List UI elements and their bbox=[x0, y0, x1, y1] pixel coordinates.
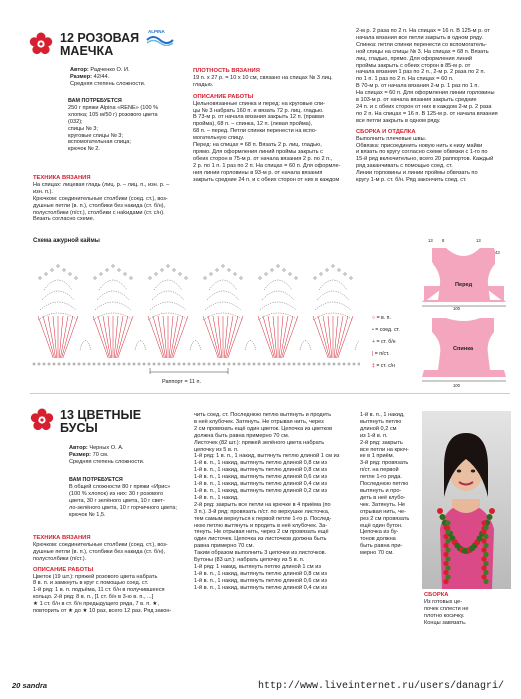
assembly-line: почек сплести не bbox=[424, 605, 469, 612]
work-line: деть в неё клубо- bbox=[360, 494, 406, 501]
work-line: п/ст. на первой bbox=[360, 467, 399, 474]
assembly-line: Выполнить плечевые швы. bbox=[356, 135, 427, 142]
assembly-line: и вязать по кругу согласно схеме обвязки с 1-го по bbox=[356, 149, 488, 156]
work-line: 1-й в. п., 1 накид, вытянуть петлю длиной 0,4 см из bbox=[194, 481, 327, 488]
work-line: 1-й в. п., 1 накид. bbox=[194, 494, 239, 501]
work-line: чить соед. ст. Последнюю петлю вытянуть и продеть bbox=[194, 412, 332, 418]
work-line: 1-й в. п., 1 накид, вытянуть петлю длиной 0,8 см из bbox=[194, 460, 327, 467]
work-line: пройма), 68 п. – спинка, 12 п. (левая пройма), bbox=[193, 121, 313, 128]
legend-symbol: | bbox=[372, 351, 375, 357]
work-line: В 70-м р. от начала вязания 2-м р. 1 раз по 1 п. bbox=[356, 83, 480, 90]
materials-line: (100 % хлопок) из них: 30 г розового bbox=[69, 490, 164, 497]
work-line: ной спицы на спицы № 3. На спицах = 68 п. Вязать bbox=[356, 48, 489, 55]
work-line: тонов должна bbox=[360, 536, 396, 543]
work-line: Цельновязанные спинка и перед: на круговые спи- bbox=[193, 100, 326, 107]
article13-title: 13 ЦВЕТНЫЕ БУСЫ bbox=[60, 408, 142, 435]
work-line: 1-й ряд: 1 в. п. подъёма, 11 ст. б/н в получившееся bbox=[33, 587, 165, 594]
work-line: могательную спицу. bbox=[193, 135, 245, 142]
work-line: по 1 п. 1 раз по 2 п. На спицах = 60 п. bbox=[356, 76, 454, 83]
article12-col3: 2-м р. 2 раза по 2 п. На спицах = 16 п. В 125-м р. от начала вязания все петли закрыть в одном ряду. Спинка: петли спинки перенести со вспомогатель- ной спицы на спицы № 3. На спицах = 68 п. Вязать лиц. гладью, прямо. Для оформления линий проймы закрыть с обеих сторон в 85-м р. от начала вязания 1 раз по 2 п., 2-м р. 2 раза по 2 п. по 1 п. 1 раз по 2 п. На спицах = 60 п. В 70-м р. от начала вязания 2-м р. 1 раз по 1 п. На спицах = 60 п. Для оформления линии горловины в 103-м р. от начала вязания закрыть средние 24 п. и с обеих сторон от них в каждом 2-м р. 2 раза по 2 п. На спицах = 16 п. В 125-м р. от начала вязания все петли закрыть в одном ряду. СБОРКА И ОТДЕЛКА Выполнить плечевые швы. Обвязка: присоединить новую нить к низу майки и вязать по кругу согласно схеме обвязки с 1-го по 15-й ряд включительно, всего 20 раппортов. Каждый ряд заканчивать с помощью соед. ст. Линии горловины и линии проймы обвязать по кругу 1-м р. ст. б/н. Ряд закончить соед. ст. bbox=[356, 28, 508, 184]
work-line: Бутоны (83 шт.): набрать цепочку из 5 в. п. bbox=[194, 557, 305, 564]
flower-logo-icon bbox=[30, 408, 54, 432]
work-line: 1-й ряд: 1 накид, вытянуть петлю длиной 1 см из bbox=[194, 563, 321, 570]
model-photo bbox=[422, 411, 511, 589]
legend-text: = п/ст. bbox=[374, 351, 390, 357]
page-footer: 20 sandra bbox=[12, 681, 48, 690]
work-line: по 2 п. На спицах = 16 п. В 125-м р. от начала вязания bbox=[356, 110, 498, 117]
article13-materials: ВАМ ПОТРЕБУЕТСЯ В общей сложности 80 г пряжи «Ирис» (100 % хлопок) из них: 30 г розового цвета, 30 г зелёного цвета, 10 г свет- ло-зелёного цвета, 10 г горчичного цвета; крючок № 1,5. bbox=[69, 477, 189, 518]
work-line: все петли закрыть в одном ряду. bbox=[356, 117, 441, 124]
legend-text: = в. п. bbox=[376, 315, 391, 321]
work-line: рез 2 см провязать bbox=[360, 515, 410, 522]
technique-line: Вязать согласно схеме. bbox=[33, 216, 95, 223]
work-line: Последнюю петлю bbox=[360, 481, 409, 488]
front-label: Перед bbox=[455, 282, 473, 288]
work-line: прямо. Для оформления линий проймы закрыть с bbox=[193, 148, 323, 155]
article13-meta: Автор: Черных О. А. Размер: 70 см. Средняя степень сложности. bbox=[69, 445, 145, 465]
source-url[interactable]: http://www.liveinternet.ru/users/danagri/ bbox=[258, 681, 505, 692]
assembly-line: Обвязка: присоединить новую нить к низу майки bbox=[356, 142, 483, 149]
work-line: должна быть равна примерно 70 см. bbox=[194, 432, 290, 439]
work-line: кольцо. 2-й ряд: 8 в. п., [1 ст. б/н в 3-ю в. п., ...] bbox=[33, 594, 154, 601]
work-line: отрывая нить, че- bbox=[360, 508, 406, 515]
work-line: Цветок (19 шт.): пряжей розового цвета набрать bbox=[33, 573, 158, 580]
materials-line: вспомогательная спица; bbox=[68, 139, 131, 146]
work-line: мерно 70 см. bbox=[360, 550, 394, 557]
work-line: ★ 1 ст. б/н в ст. б/н предыдущего ряда, 7 в. п. ★, bbox=[33, 601, 159, 608]
work-line: Листочек (82 шт.): пряжей зелёного цвета набрать bbox=[194, 439, 325, 446]
assembly-line: Линии горловины и линии проймы обвязать по bbox=[356, 170, 478, 177]
work-line: повторить от ★ до ★ 10 раз, всего 12 раз. Ряд закон- bbox=[33, 608, 172, 615]
work-line: 24 п. и с обеих сторон от них в каждом 2-м р. 2 раза bbox=[356, 103, 492, 110]
work-line: 1-й в. п., 1 накид, вытянуть петлю длиной 0,6 см из bbox=[194, 577, 327, 584]
work-line: 1-й в. п., 1 накид, вытянуть петлю длиной 0,4 см из bbox=[194, 584, 327, 591]
work-line: начала вязания 1 раз по 2 п., 2-м р. 2 раза по 2 п. bbox=[356, 69, 486, 76]
density-line: 19 п. х 27 р. = 10 х 10 см, связано на спицах № 3 лиц. bbox=[193, 74, 333, 81]
work-line: 1-й в. п., 1 накид, вытянуть петлю длиной 0,8 см из bbox=[194, 570, 327, 577]
technique-line: полустолбики (п/ст.). bbox=[33, 555, 87, 562]
work-line: чек. Затянуть. Не bbox=[360, 501, 406, 508]
work-line: начала вязания все петли закрыть в одном ряду. bbox=[356, 34, 483, 41]
technique-line: душные петли (в. п.), столбики без накида (ст. б/н), bbox=[33, 202, 166, 209]
divider bbox=[30, 393, 510, 394]
materials-line: 250 г пряжи Alpina «RENE» (100 % bbox=[68, 104, 159, 111]
assembly-line: ряд заканчивать с помощью соед. ст. bbox=[356, 163, 453, 170]
legend-text: = ст. б/н bbox=[376, 339, 396, 345]
work-line: равна примерно 70 см. bbox=[194, 543, 255, 550]
work-line: один листочек. Цепочка из листочков должна быть bbox=[194, 536, 327, 543]
article13-col2 bbox=[194, 412, 358, 592]
work-line: 8 в. п. и замкнуть в круг с помощью соед. ст. bbox=[33, 580, 149, 587]
materials-line: цвета, 30 г зелёного цвета, 10 г свет- bbox=[69, 497, 165, 504]
work-line: обеих сторон в 75-м р. от начала вязания 2 р. по 2 п., bbox=[193, 155, 333, 162]
work-line: закрыть средние 24 п. и с обеих сторон от них в каждом bbox=[193, 176, 340, 183]
work-line: петле 1-го ряда. bbox=[360, 474, 402, 481]
work-line: 1-й ряд: 1 в. п., 1 накид, вытянуть петлю длиной 1 см из bbox=[194, 453, 340, 460]
legend-symbol: ○ bbox=[372, 315, 377, 321]
legend-text: = соед. ст. bbox=[375, 327, 400, 333]
article12-technique: ТЕХНИКА ВЯЗАНИЯ На спицах: лицевая гладь (лиц. р. – лиц. п., изн. р. – изн. п.). Крючком: соединительные столбики (соед. ст.), воз- душные петли (в. п.), столбики без накида (ст. б/н), полустолбики (п/ст.), столбики с нakидами (ст. с/н). Вязать согласно схеме. bbox=[33, 175, 188, 223]
work-line: вытянуть петлю bbox=[360, 418, 402, 425]
work-line: 1-й в. п., 1 накид, вытянуть петлю длиной 0,8 см из bbox=[194, 467, 327, 474]
technique-line: Крючком: соединительные столбики (соед. ст.), воз- bbox=[33, 195, 168, 202]
work-line: в 103-м р. от начала вязания закрыть средние bbox=[356, 97, 477, 104]
legend-item bbox=[372, 336, 400, 348]
assembly-line: кругу 1-м р. ст. б/н. Ряд закончить соед. ст. bbox=[356, 177, 467, 184]
work-line: 1-й в. п., 1 накид, вытянуть петлю длиной 0,2 см из bbox=[194, 487, 327, 494]
technique-line: Крючком: соединительные столбики (соед. ст.), воз- bbox=[33, 541, 168, 548]
dim-side: 43 bbox=[495, 250, 500, 255]
article12-materials: ВАМ ПОТРЕБУЕТСЯ 250 г пряжи Alpina «RENE» (100 % хлопка; 105 м/50 г) розового цвета (032); спицы № 3; круговые спицы № 3; вспомогательная спица; крючок № 2. bbox=[68, 98, 186, 153]
work-line: 2 см провязать ещё один цветок. Цепочка из цветков bbox=[194, 425, 333, 432]
work-line: нюю петлю вытянуть и продеть в неё клубочек. За- bbox=[194, 522, 328, 529]
work-line: тянуть. Не отрывая нить, через 2 см провязать ещё bbox=[194, 529, 329, 536]
materials-line: круговые спицы № 3; bbox=[68, 132, 123, 139]
work-line: 1-й в. п., 1 накид, bbox=[360, 412, 405, 418]
article13-col3 bbox=[360, 412, 422, 557]
materials-line: (032); bbox=[68, 118, 83, 125]
dim-top-mid: 8 bbox=[442, 238, 445, 243]
garment-schematic bbox=[418, 240, 510, 392]
work-line: В 73-м р. от начала вязания закрыть 12 п. (правая bbox=[193, 114, 324, 121]
technique-line: душные петли (в. п.), столбики без накида (ст. б/н), bbox=[33, 548, 166, 555]
work-line: цы № 3 набрать 160 п. и вязать 72 р. лиц. гладью. bbox=[193, 107, 324, 114]
work-line: все петли на крюч- bbox=[360, 446, 409, 453]
work-line: 2-й ряд: закрыть все петли на крючке в 4 приёма (по bbox=[194, 501, 331, 508]
work-line: тем самым вернуться к первой петле 1-го р. Послед- bbox=[194, 515, 332, 522]
materials-line: крючок № 1,5. bbox=[69, 511, 106, 518]
chart-legend bbox=[372, 312, 400, 372]
assembly-line: Концы завязать. bbox=[424, 619, 467, 626]
materials-line: ло-зелёного цвета, 10 г горчичного цвета; bbox=[69, 504, 177, 511]
technique-line: На спицах: лицевая гладь (лиц. р. – лиц. п., изн. р. – bbox=[33, 181, 170, 188]
materials-line: спицы № 3; bbox=[68, 125, 98, 132]
work-line: в неё клубочек. Затянуть. Не отрывая нить, через bbox=[194, 418, 324, 425]
technique-line: изн. п.). bbox=[33, 188, 53, 195]
lace-edging-chart bbox=[30, 246, 360, 374]
alpina-wave-icon bbox=[146, 32, 174, 46]
legend-symbol: ‡ bbox=[372, 363, 377, 369]
dim-back-bottom: 100 bbox=[453, 383, 460, 388]
article12-meta: Автор: Радченко О. И. Размер: 42/44. Средняя степень сложности. bbox=[70, 67, 146, 87]
work-line: ещё один бутон. bbox=[360, 522, 403, 529]
work-line: Цепочка из бу- bbox=[360, 529, 399, 536]
article13-technique: ТЕХНИКА ВЯЗАНИЯ Крючком: соединительные столбики (соед. ст.), воз- душные петли (в. п.), столбики без накида (ст. б/н), полустолбики (п/ст.). ОПИСАНИЕ РАБОТЫ Цветок (19 шт.): пряжей розового цвета набрать 8 в. п. и замкнуть в круг с помощью соед. ст. 1-й ряд: 1 в. п. подъёма, 11 ст. б/н в получившееся кольцо. 2-й ряд: 8 в. п., [1 ст. б/н в 3-ю в. п., ...] ★ 1 ст. б/н в ст. б/н предыдущего ряда, 7 в. п. ★, повторить от ★ до ★ 10 раз, всего 12 раз. Ряд закон- bbox=[33, 535, 191, 615]
materials-line: хлопка; 105 м/50 г) розового цвета bbox=[68, 111, 158, 118]
alpina-logo: ALPINA bbox=[146, 32, 174, 46]
work-line: 3-й ряд: провязать bbox=[360, 460, 409, 467]
work-line: лиц. гладью, прямо. Для оформления линий bbox=[356, 55, 472, 62]
assembly-line: 15-й ряд включительно, всего 20 раппортов. Каждый bbox=[356, 156, 494, 163]
density-line: гладью. bbox=[193, 81, 214, 88]
work-line: цепочку из 5 в. п. bbox=[194, 446, 239, 453]
technique-line: полустолбики (п/ст.), столбики с нakидами (ст. с/н). bbox=[33, 209, 165, 216]
work-line: Перед: на спицах = 68 п. Вязать 2 р. лиц. гладью, bbox=[193, 142, 322, 149]
rapport-label: Раппорт = 11 п. bbox=[162, 379, 202, 385]
work-line: Спинка: петли спинки перенести со вспомогатель- bbox=[356, 41, 487, 48]
legend-text: = ст. с/н bbox=[376, 363, 395, 369]
work-line: ния линии горловины в 93-м р. от начала вязания bbox=[193, 169, 323, 176]
legend-symbol: • bbox=[372, 327, 376, 333]
materials-line: крючок № 2. bbox=[68, 146, 100, 153]
work-line: из 1-й в. п. bbox=[360, 432, 388, 439]
work-line: ке в 1 приём. bbox=[360, 453, 395, 460]
legend-symbol: + bbox=[372, 339, 377, 345]
dim-front-bottom: 100 bbox=[453, 306, 460, 311]
work-line: 68 п. – перед. Петли спинки перенести на вспо- bbox=[193, 128, 317, 135]
schema-title: Схема ажурной каймы bbox=[33, 238, 100, 244]
article12-title: 12 РОЗОВАЯ МАЕЧКА bbox=[60, 31, 140, 58]
flower-logo-icon bbox=[29, 32, 53, 56]
work-line: 3 п.). 3-й ряд: провязать п/ст. по верхушке листочка, bbox=[194, 508, 330, 515]
work-line: 2 р. по 1 п. 1 раз по 2 п. На спицах = 60 п. Для оформле- bbox=[193, 162, 341, 169]
assembly-line: Из готовых це- bbox=[424, 598, 463, 605]
work-line: длиной 0,2 см bbox=[360, 425, 397, 432]
work-line: 1-й в. п., 1 накид, вытянуть петлю длиной 0,6 см из bbox=[194, 474, 327, 481]
work-line: На спицах = 60 п. Для оформления линии горловины bbox=[356, 90, 495, 97]
legend-item bbox=[372, 348, 400, 360]
work-line: Таким образом выполнить 3 цепочки из листочков. bbox=[194, 550, 327, 557]
dim-top-right: 13 bbox=[476, 238, 481, 243]
assembly-line: плотно косичку. bbox=[424, 612, 465, 619]
work-line: проймы закрыть с обеих сторон в 85-м р. от bbox=[356, 62, 471, 69]
legend-item bbox=[372, 312, 400, 324]
work-line: 2-м р. 2 раза по 2 п. На спицах = 16 п. В 125-м р. от bbox=[356, 28, 490, 34]
back-label: Спинка bbox=[453, 346, 474, 352]
legend-item bbox=[372, 324, 400, 336]
article12-col2: ПЛОТНОСТЬ ВЯЗАНИЯ 19 п. х 27 р. = 10 х 10 см, связано на спицах № 3 лиц. гладью. ОПИСАНИЕ РАБОТЫ Цельновязанные спинка и перед: на круговые спи- цы № 3 набрать 160 п. и вязать 72 р. лиц. гладью. В 73-м р. от начала вязания закрыть 12 п. (правая пройма), 68 п. – спинка, 12 п. (левая пройма), 68 п. – перед. Петли спинки перенести на вспо- могательную спицу. Перед: на спицах = 68 п. Вязать 2 р. лиц. гладью, прямо. Для оформления линий проймы закрыть с обеих сторон в 75-м р. от начала вязания 2 р. по 2 п., 2 р. по 1 п. 1 раз по 2 п. На спицах = 60 п. Для оформле- ния линии горловины в 93-м р. от начала вязания закрыть средние 24 п. и с обеих сторон от них в каждом bbox=[193, 28, 353, 184]
work-line: 2-й ряд: закрыть bbox=[360, 439, 403, 446]
work-line: вытянуть и про- bbox=[360, 487, 402, 494]
dim-top-left: 13 bbox=[428, 238, 433, 243]
legend-item bbox=[372, 360, 400, 372]
materials-line: В общей сложности 80 г пряжи «Ирис» bbox=[69, 483, 171, 490]
work-line: быть равна при- bbox=[360, 543, 403, 550]
article13-assembly: СБОРКА Из готовых це- почек сплести не плотно косичку. Концы завязать. bbox=[424, 592, 514, 627]
